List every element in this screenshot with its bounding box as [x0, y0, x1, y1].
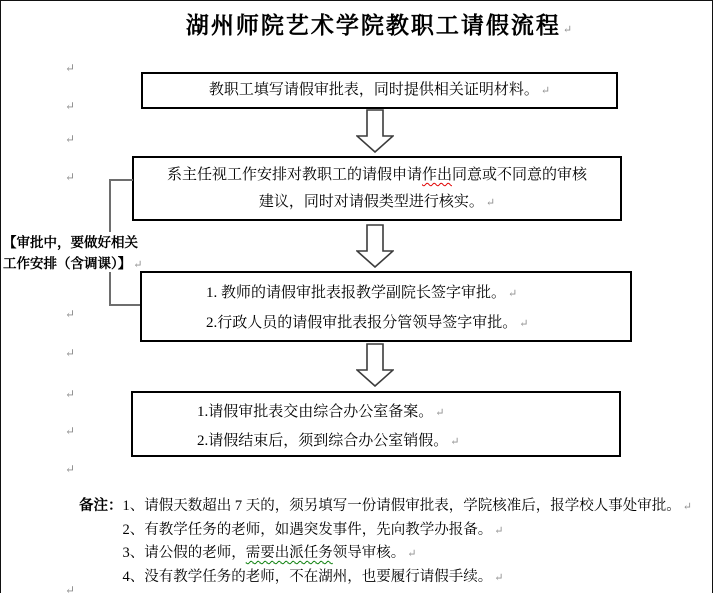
flow-step4-line1: [197, 398, 619, 427]
paragraph-return-mark: ↵: [407, 548, 417, 561]
remarks-label: 备注：: [79, 498, 123, 514]
remark-item4-text: 4、没有教学任务的老师，不在湖州，也要履行请假手续。: [122, 568, 493, 585]
side-annotation-line2: [3, 253, 142, 276]
flow-step3-line2-text: 2.行政人员的请假审批表报分管领导签字审批。: [206, 315, 518, 331]
paragraph-return-mark: ↵: [494, 571, 504, 584]
flow-step2-line1: [134, 162, 620, 189]
paragraph-return-mark: ↵: [450, 436, 460, 448]
connector-line: [109, 179, 133, 181]
paragraph-return-mark: ↵: [65, 61, 76, 75]
flow-step3-line1-text: 1. 教师的请假审批表报教学副院长签字审批。: [206, 285, 507, 301]
flow-step2-line1-before: 系主任视工作安排对教职工的请假申请: [166, 167, 422, 183]
flow-step3-line1: [206, 279, 630, 309]
paragraph-return-mark: ↵: [65, 307, 76, 321]
flow-step2-line2-text: 建议，同时对请假类型进行核实。: [258, 194, 484, 210]
paragraph-return-mark: ↵: [540, 84, 551, 97]
flow-step2-line1-after: 同意或不同意的审核: [452, 167, 588, 183]
flow-step2-box: [132, 156, 622, 221]
paragraph-return-mark: ↵: [682, 501, 692, 513]
page-title-text: 湖州师院艺术学院教职工请假流程: [185, 13, 561, 38]
paragraph-return-mark: ↵: [65, 170, 76, 184]
remark-item3-after: 领导审核。: [332, 545, 406, 562]
remarks-section: [79, 495, 692, 589]
flow-step1-box: [141, 72, 618, 109]
flow-step2-line2: [134, 189, 620, 217]
paragraph-return-mark: ↵: [494, 524, 504, 537]
flow-step4-box: [131, 391, 621, 457]
paragraph-return-mark: ↵: [508, 288, 518, 300]
side-annotation-line1: 【审批中，要做好相关: [3, 235, 138, 250]
flow-step3-line2: [206, 309, 630, 339]
page-title: [46, 7, 712, 40]
paragraph-return-mark: ↵: [65, 583, 76, 593]
remark-item: [123, 566, 692, 590]
flow-step1-text-line: 教职工填写请假审批表，同时提供相关证明材料。: [208, 81, 539, 98]
paragraph-return-mark: ↵: [562, 24, 573, 36]
paragraph-return-mark: ↵: [133, 259, 143, 271]
paragraph-return-mark: ↵: [65, 387, 76, 401]
remark-item: [123, 542, 692, 566]
side-annotation: [3, 232, 142, 276]
flow-step4-line2: [197, 427, 619, 456]
flow-step4-line2-text: 2.请假结束后，须到综合办公室销假。: [197, 433, 449, 449]
connector-line: [109, 179, 111, 232]
remark-item2-text: 2、有教学任务的老师，如遇突发事件，先向教学办报备。: [122, 521, 493, 538]
paragraph-return-mark: ↵: [435, 407, 445, 419]
flow-step4-line1-text: 1.请假审批表交由综合办公室备案。: [197, 404, 434, 420]
paragraph-return-mark: ↵: [65, 99, 76, 113]
flow-step3-box: [140, 271, 632, 342]
down-arrow-icon: [356, 109, 394, 153]
remark-item3-before: 3、请公假的老师，: [122, 545, 246, 562]
remark-item: [123, 519, 692, 543]
remarks-list: [123, 495, 692, 589]
remark-item: [123, 495, 692, 519]
grammar-flagged-text: 需要出派任务: [245, 545, 333, 562]
paragraph-return-mark: ↵: [65, 462, 76, 476]
paragraph-return-mark: ↵: [65, 132, 76, 146]
connector-line: [109, 304, 141, 306]
spellcheck-flagged-text: 作出: [421, 167, 452, 183]
down-arrow-icon: [356, 343, 394, 387]
side-annotation-line2-text: 工作安排（含调课）】: [3, 256, 132, 271]
paragraph-return-mark: ↵: [65, 346, 76, 360]
connector-line: [109, 272, 111, 306]
paragraph-return-mark: ↵: [519, 318, 529, 330]
paragraph-return-mark: ↵: [485, 197, 496, 209]
remark-item1-text: 1、请假天数超出 7 天的，须另填写一份请假审批表，学院核准后，报学校人事处审批。: [122, 498, 681, 514]
down-arrow-icon: [356, 224, 394, 268]
paragraph-return-mark: ↵: [65, 424, 76, 438]
flow-step1-text: [143, 77, 616, 105]
